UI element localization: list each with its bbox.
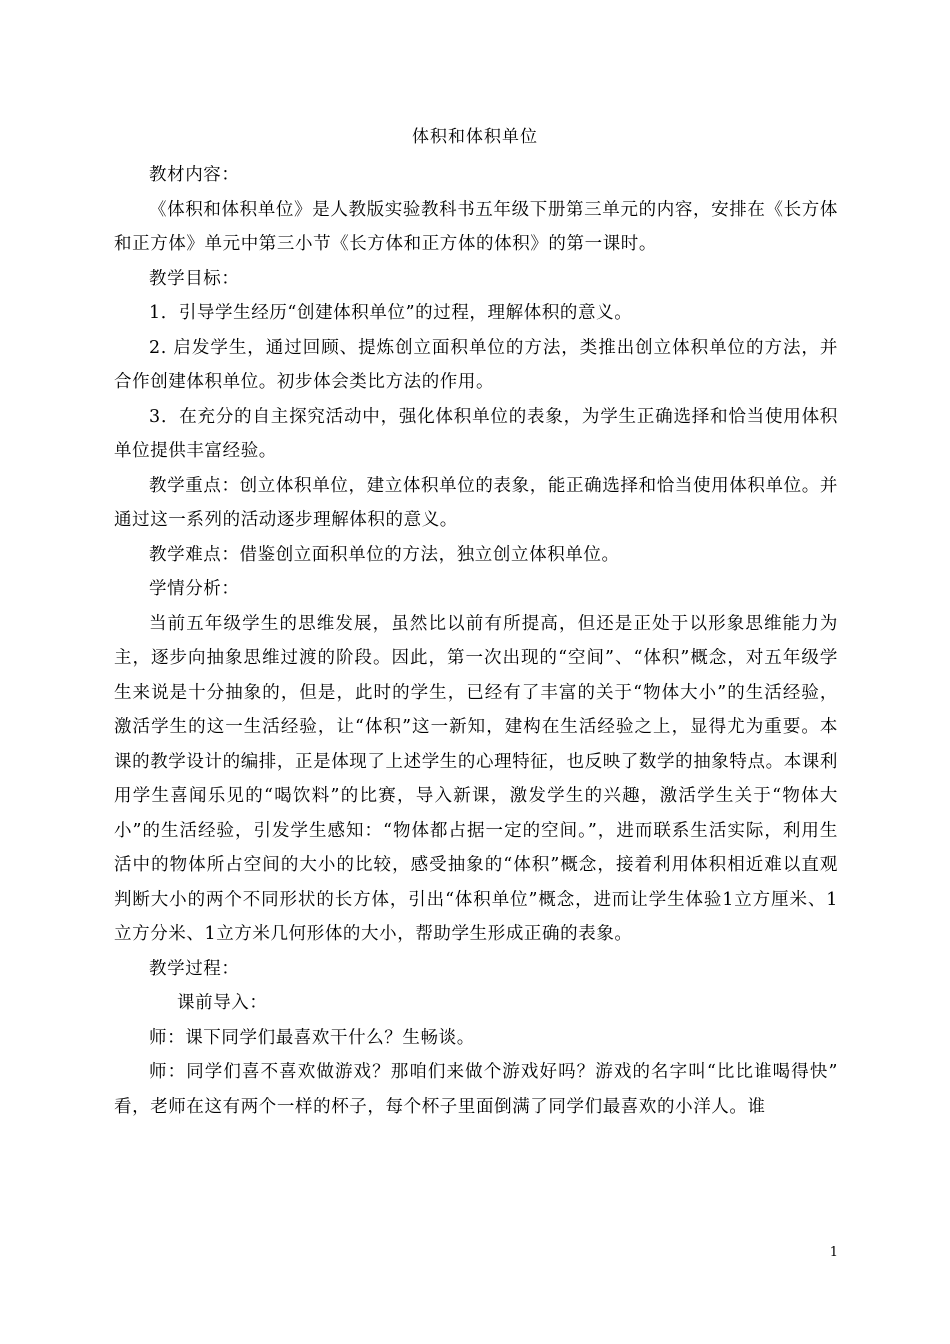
heading-teaching-content: 教材内容： [149,165,240,185]
heading-pre-class-intro: 课前导入： [177,993,268,1013]
goal-item-3: 3．在充分的自主探究活动中，强化体积单位的表象，为学生正确选择和恰当使用体积单位提供丰富经验。 [114,406,838,461]
paragraph-content-description: 《体积和体积单位》是人教版实验教科书五年级下册第三单元的内容，安排在《长方体和正方体》单元中第三小节《长方体和正方体的体积》的第一课时。 [114,199,838,254]
paragraph-difficulties: 教学难点：借鉴创立面积单位的方法，独立创立体积单位。 [149,544,620,565]
page-number: 1 [829,1245,838,1260]
goal-item-2: 2. 启发学生，通过回顾、提炼创立面积单位的方法，类推出创立体积单位的方法，并合作创建体积单位。初步体会类比方法的作用。 [114,337,838,392]
heading-student-analysis: 学情分析： [149,579,240,599]
paragraph-key-points: 教学重点：创立体积单位，建立体积单位的表象，能正确选择和恰当使用体积单位。并通过这一系列的活动逐步理解体积的意义。 [114,475,838,530]
goal-item-1: 1．引导学生经历“创建体积单位”的过程，理解体积的意义。 [149,303,633,323]
heading-teaching-process: 教学过程： [149,958,240,979]
document-body [114,158,838,1124]
document-title: 体积和体积单位 [412,127,538,147]
paragraph-student-analysis: 当前五年级学生的思维发展，虽然比以前有所提高，但还是正处于以形象思维能力为主，逐步向抽象思维过渡的阶段。因此，第一次出现的“空间”、“体积”概念，对五年级学生来说是十分抽象的，但是，此时的学生，已经有了丰富的关于“物体大小”的生活经验，激活学生的这一生活经验，让“体积”这一新知，建构在生活经验之上，显得尤为重要。本课的教学设计的编排，正是体现了上述学生的心理特征，也反映了数学的抽象特点。本课利用学生喜闻乐见的“喝饮料”的比赛，导入新课，激发学生的兴趣，激活学生关于“物体大小”的生活经验，引发学生感知：“物体都占据一定的空间。”，进而联系生活实际，利用生活中的物体所占空间的大小的比较，感受抽象的“体积”概念，接着利用体积相近难以直观判断大小的两个不同形状的长方体，引出“体积单位”概念，进而让学生体验1立方厘米、1立方分米、1立方米几何形体的大小，帮助学生形成正确的表象。 [114,613,838,944]
dialogue-line-1: 师：课下同学们最喜欢干什么？生畅谈。 [149,1027,475,1048]
heading-teaching-goals: 教学目标： [149,268,240,289]
dialogue-line-2: 师：同学们喜不喜欢做游戏？那咱们来做个游戏好吗？游戏的名字叫“比比谁喝得快” 看，老师在这有两个一样的杯子，每个杯子里面倒满了同学们最喜欢的小洋人。谁 [114,1062,838,1117]
